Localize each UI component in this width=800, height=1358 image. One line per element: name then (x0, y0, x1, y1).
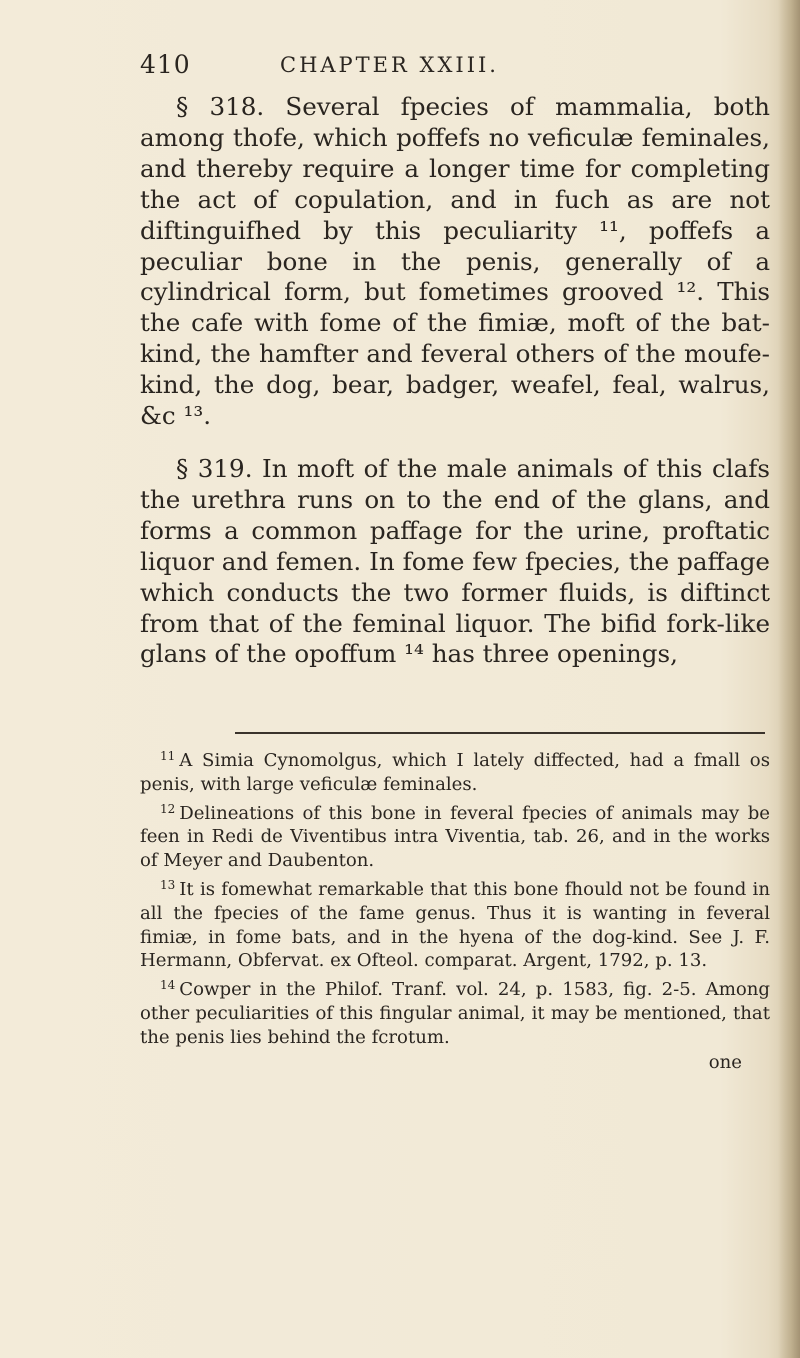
footnote-text: Cowper in the Philof. Tranf. vol. 24, p. 1583, fig. 2-5. Among other peculiarities of this fingular animal, it may be mentioned, that the penis lies behind the fcrotum. (140, 979, 770, 1048)
running-title: CHAPTER XXIII. (280, 53, 499, 77)
footnote-13 (140, 874, 770, 973)
paragraph-319: § 319. In moft of the male animals of this clafs the urethra runs on to the end of the glans, and forms a common paffage for the urine, proftatic liquor and femen. In fome few fpecies, the paffage which conducts the two former fluids, is diftinct from that of the feminal liquor. The bifid fork-like glans of the opoffum ¹⁴ has three openings, (140, 453, 770, 669)
footnote-text: A Simia Cynomolgus, which I lately diffected, had a fmall os penis, with large veficulæ feminales. (140, 750, 770, 795)
footnote-14 (140, 974, 770, 1049)
footnote-number: 13 (160, 877, 176, 892)
page-edge-shadow (778, 0, 800, 1358)
footnote-number: 14 (160, 978, 176, 993)
footnote-divider (235, 732, 765, 734)
footnote-11 (140, 745, 770, 797)
catchword: one (708, 1051, 742, 1073)
footnote-text: Delineations of this bone in feveral fpecies of animals may be feen in Redi de Viventibus intra Viventia, tab. 26, and in the works of Meyer and Daubenton. (140, 802, 770, 872)
paragraph-318: § 318. Several fpecies of mammalia, both among thofe, which poffefs no veficulæ feminales, and thereby require a longer time for completing the act of copulation, and in fuch as are not diftinguifhed by this peculiarity ¹¹, poffefs a peculiar bone in the penis, generally of a cylindrical form, but fometimes grooved ¹². This the cafe with fome of the fimiæ, moft of the bat-kind, the hamfter and feveral others of the moufe-kind, the dog, bear, badger, weafel, feal, walrus, &c ¹³. (140, 92, 770, 431)
footnote-text: It is fomewhat remarkable that this bone fhould not be found in all the fpecies of the fame genus. Thus it is wanting in feveral fimiæ, in fome bats, and in the hyena of the dog-kind. See J. F. Hermann, Obfervat. ex Ofteol. comparat. Argent, 1792, p. 13. (140, 878, 770, 972)
page-header (140, 50, 700, 90)
page-number: 410 (140, 50, 191, 79)
footnote-number: 12 (160, 801, 176, 816)
footnotes (140, 745, 770, 1075)
main-text (140, 92, 770, 670)
footnote-number: 11 (160, 749, 176, 763)
footnote-12 (140, 798, 770, 873)
